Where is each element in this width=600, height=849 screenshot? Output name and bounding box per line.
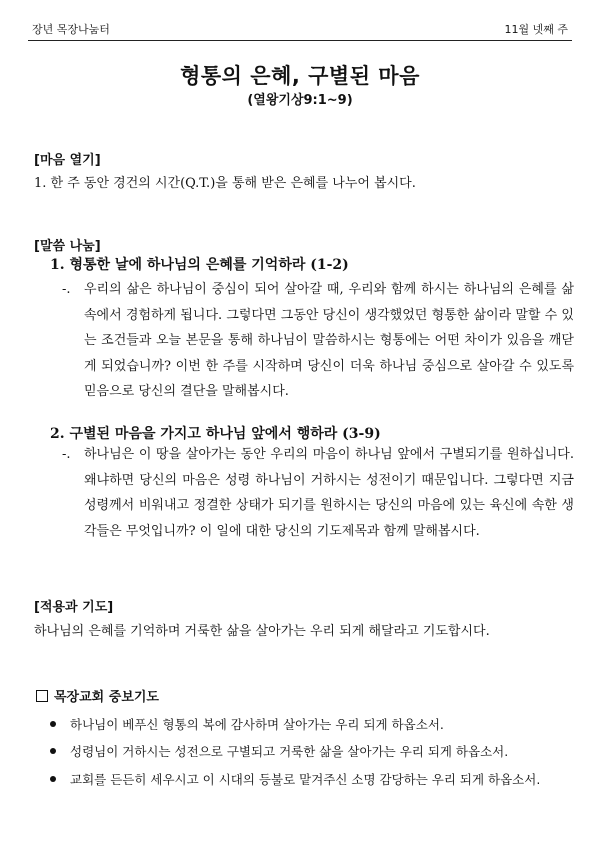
dash-marker: -.	[62, 447, 71, 462]
question-2-text: 하나님은 이 땅을 살아가는 동안 우리의 마음이 하나님 앞에서 구별되기를 원하십니다. 왜냐하면 당신의 마음은 성령 하나님이 거하시는 성전이기 때문입니다. 그렇다면 지금 성령께서 비워내고 정결한 상태가 되기를 원하시는 당신의 마음에 있는 육신에 속한 생각들은 무엇입니까? 이 일에 대한 당신의 기도제목과 함께 말해봅시다.	[84, 447, 574, 539]
bullet-icon	[50, 776, 56, 782]
section-open-heading: [마음 열기]	[34, 153, 101, 168]
scripture-reference: (열왕기상9:1~9)	[247, 93, 353, 108]
question-2-title: 2. 구별된 마음을 가지고 하나님 앞에서 행하라 (3-9)	[50, 426, 381, 442]
dash-marker: -.	[62, 282, 71, 297]
question-1-title: 1. 형통한 날에 하나님의 은혜를 기억하라 (1-2)	[50, 257, 349, 273]
bullet-icon	[50, 721, 56, 727]
section-word-heading: [말씀 나눔]	[34, 239, 101, 254]
bullet-icon	[50, 748, 56, 754]
section-open-item: 1. 한 주 동안 경건의 시간(Q.T.)을 통해 받은 은혜를 나누어 봅시다.	[34, 176, 416, 191]
question-1-paragraph	[62, 277, 574, 405]
question-1-text: 우리의 삶은 하나님이 중심이 되어 살아갈 때, 우리와 함께 하시는 하나님의 은혜를 삶 속에서 경험하게 됩니다. 그렇다면 그동안 당신이 생각했었던 형통한 삶이라 말할 수 있는 조건들과 오늘 본문을 통해 하나님이 말씀하시는 형통에는 어떤 차이가 있음을 깨닫게 되었습니까? 이번 한 주를 시작하며 당신이 더욱 하나님 중심으로 살아갈 수 있도록 믿음으로 당신의 결단을 말해봅시다.	[84, 282, 574, 399]
section-apply-heading: [적용과 기도]	[34, 600, 114, 615]
prayer-item: 교회를 든든히 세우시고 이 시대의 등불로 맡겨주신 소명 감당하는 우리 되게 하옵소서.	[70, 772, 541, 787]
question-2-paragraph	[62, 442, 574, 544]
header-left-label: 장년 목장나눔터	[32, 23, 110, 36]
page-header	[28, 18, 572, 41]
prayer-item: 성령님이 거하시는 성전으로 구별되고 거룩한 삶을 살아가는 우리 되게 하옵소서.	[70, 744, 509, 759]
section-apply-text: 하나님의 은혜를 기억하며 거룩한 삶을 살아가는 우리 되게 해달라고 기도합시다.	[34, 624, 490, 639]
prayer-item: 하나님이 베푸신 형통의 복에 감사하며 살아가는 우리 되게 하옵소서.	[70, 717, 444, 732]
section-prayer-heading: 목장교회 중보기도	[54, 690, 159, 705]
header-week-label: 11월 넷째 주	[504, 23, 568, 36]
checkbox-icon	[36, 690, 48, 702]
page-title: 형통의 은혜, 구별된 마음	[180, 64, 420, 88]
